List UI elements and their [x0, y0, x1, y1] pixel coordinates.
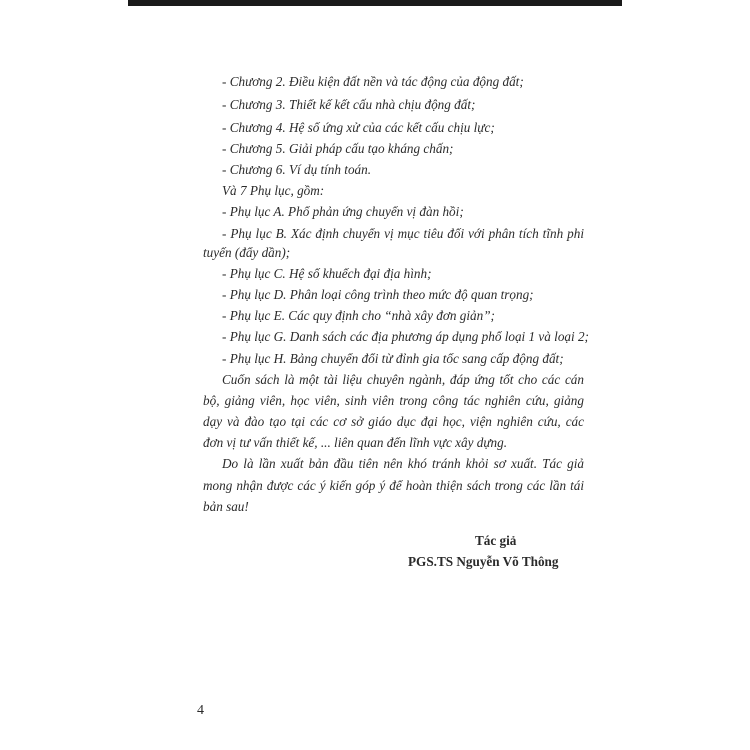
signature-label: Tác giả: [475, 533, 517, 548]
appendix-e-item: - Phụ lục E. Các quy định cho “nhà xây đơn giản”;: [222, 308, 495, 323]
appendix-h-item: - Phụ lục H. Bảng chuyển đổi từ đỉnh gia tốc sang cấp động đất;: [222, 351, 564, 366]
appendix-c-item: - Phụ lục C. Hệ số khuếch đại địa hình;: [222, 266, 432, 281]
appendix-b-item-line2: tuyến (đẩy dần);: [203, 245, 291, 260]
appendix-a-item: - Phụ lục A. Phổ phản ứng chuyển vị đàn hồi;: [222, 204, 464, 219]
chapter-2-item: - Chương 2. Điều kiện đất nền và tác động của động đất;: [222, 74, 524, 89]
author-name: PGS.TS Nguyễn Võ Thông: [408, 554, 559, 569]
appendix-b-item-line1: - Phụ lục B. Xác định chuyển vị mục tiêu đối với phân tích tĩnh phi: [222, 226, 584, 241]
chapter-5-item: - Chương 5. Giải pháp cấu tạo kháng chấn;: [222, 141, 454, 156]
chapter-3-item: - Chương 3. Thiết kế kết cấu nhà chịu động đất;: [222, 97, 476, 112]
paragraph2-line1: Do là lần xuất bản đầu tiên nên khó tránh khỏi sơ xuất. Tác giả: [222, 456, 584, 471]
chapter-6-item: - Chương 6. Ví dụ tính toán.: [222, 162, 372, 177]
appendix-g-item: - Phụ lục G. Danh sách các địa phương áp dụng phổ loại 1 và loại 2;: [222, 329, 589, 344]
paragraph1-line4: đơn vị tư vấn thiết kế, ... liên quan đến lĩnh vực xây dựng.: [203, 435, 508, 450]
paragraph1-line3: dạy và đào tạo tại các cơ sở giáo dục đại học, viện nghiên cứu, các: [203, 414, 584, 429]
page-number: 4: [197, 703, 204, 718]
paragraph1-line1: Cuốn sách là một tài liệu chuyên ngành, đáp ứng tốt cho các cán: [222, 372, 584, 387]
paragraph2-line3: bản sau!: [203, 499, 249, 514]
paragraph2-line2: mong nhận được các ý kiến góp ý để hoàn thiện sách trong các lần tái: [203, 478, 584, 493]
paragraph1-line2: bộ, giảng viên, học viên, sinh viên trong công tác nghiên cứu, giảng: [203, 393, 584, 408]
appendix-d-item: - Phụ lục D. Phân loại công trình theo mức độ quan trọng;: [222, 287, 534, 302]
appendix-intro: Và 7 Phụ lục, gồm:: [222, 183, 325, 198]
chapter-4-item: - Chương 4. Hệ số ứng xử của các kết cấu chịu lực;: [222, 120, 495, 135]
